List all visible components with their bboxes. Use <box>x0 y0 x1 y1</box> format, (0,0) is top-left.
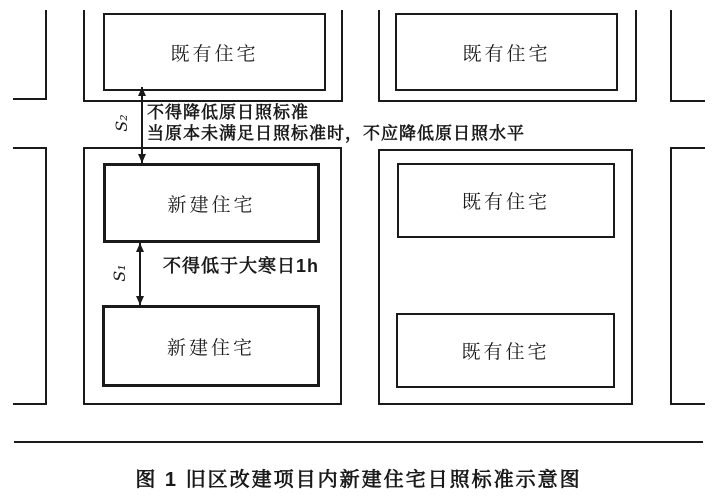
new-building-upper <box>103 163 320 243</box>
new-building-lower <box>102 305 320 387</box>
existing-building-middle-right-upper <box>397 163 615 238</box>
road-edge-middle-left <box>13 147 47 405</box>
new-building-lower-label: 新建住宅 <box>166 337 255 359</box>
road-edge-middle-right <box>670 147 705 405</box>
road-corner-top-right-horizontal <box>670 100 705 102</box>
road-corner-top-right-vertical <box>670 10 672 102</box>
new-building-upper-label: 新建住宅 <box>167 194 256 216</box>
existing-building-top-right-label: 既有住宅 <box>462 43 551 65</box>
existing-building-middle-right-lower-label: 既有住宅 <box>461 342 550 363</box>
s1-dimension-label: S₁ <box>109 264 129 282</box>
s1-arrowhead-down-icon <box>136 296 144 305</box>
s2-dimension-line <box>141 87 143 163</box>
existing-building-middle-right-lower <box>396 313 615 388</box>
s1-annotation: 不得低于大寒日1h <box>163 256 320 276</box>
existing-building-top-left-label: 既有住宅 <box>170 43 259 65</box>
s2-dimension-label: S₂ <box>111 114 131 132</box>
existing-building-middle-right-upper-label: 既有住宅 <box>461 192 550 213</box>
road-corner-top-left-vertical <box>45 10 47 100</box>
s2-arrowhead-up-icon <box>138 87 146 96</box>
s1-arrowhead-up-icon <box>136 243 144 252</box>
figure-caption: 图 1 旧区改建项目内新建住宅日照标准示意图 <box>135 469 582 491</box>
s2-arrowhead-down-icon <box>138 154 146 163</box>
existing-building-top-left <box>103 13 326 91</box>
caption-separator-line <box>14 441 703 443</box>
s2-annotation-line1: 不得降低原日照标准 <box>147 103 309 122</box>
s2-annotation-line2: 当原本未满足日照标准时，不应降低原日照水平 <box>147 124 525 143</box>
road-corner-top-left-horizontal <box>13 98 47 100</box>
existing-building-top-right <box>395 13 618 91</box>
